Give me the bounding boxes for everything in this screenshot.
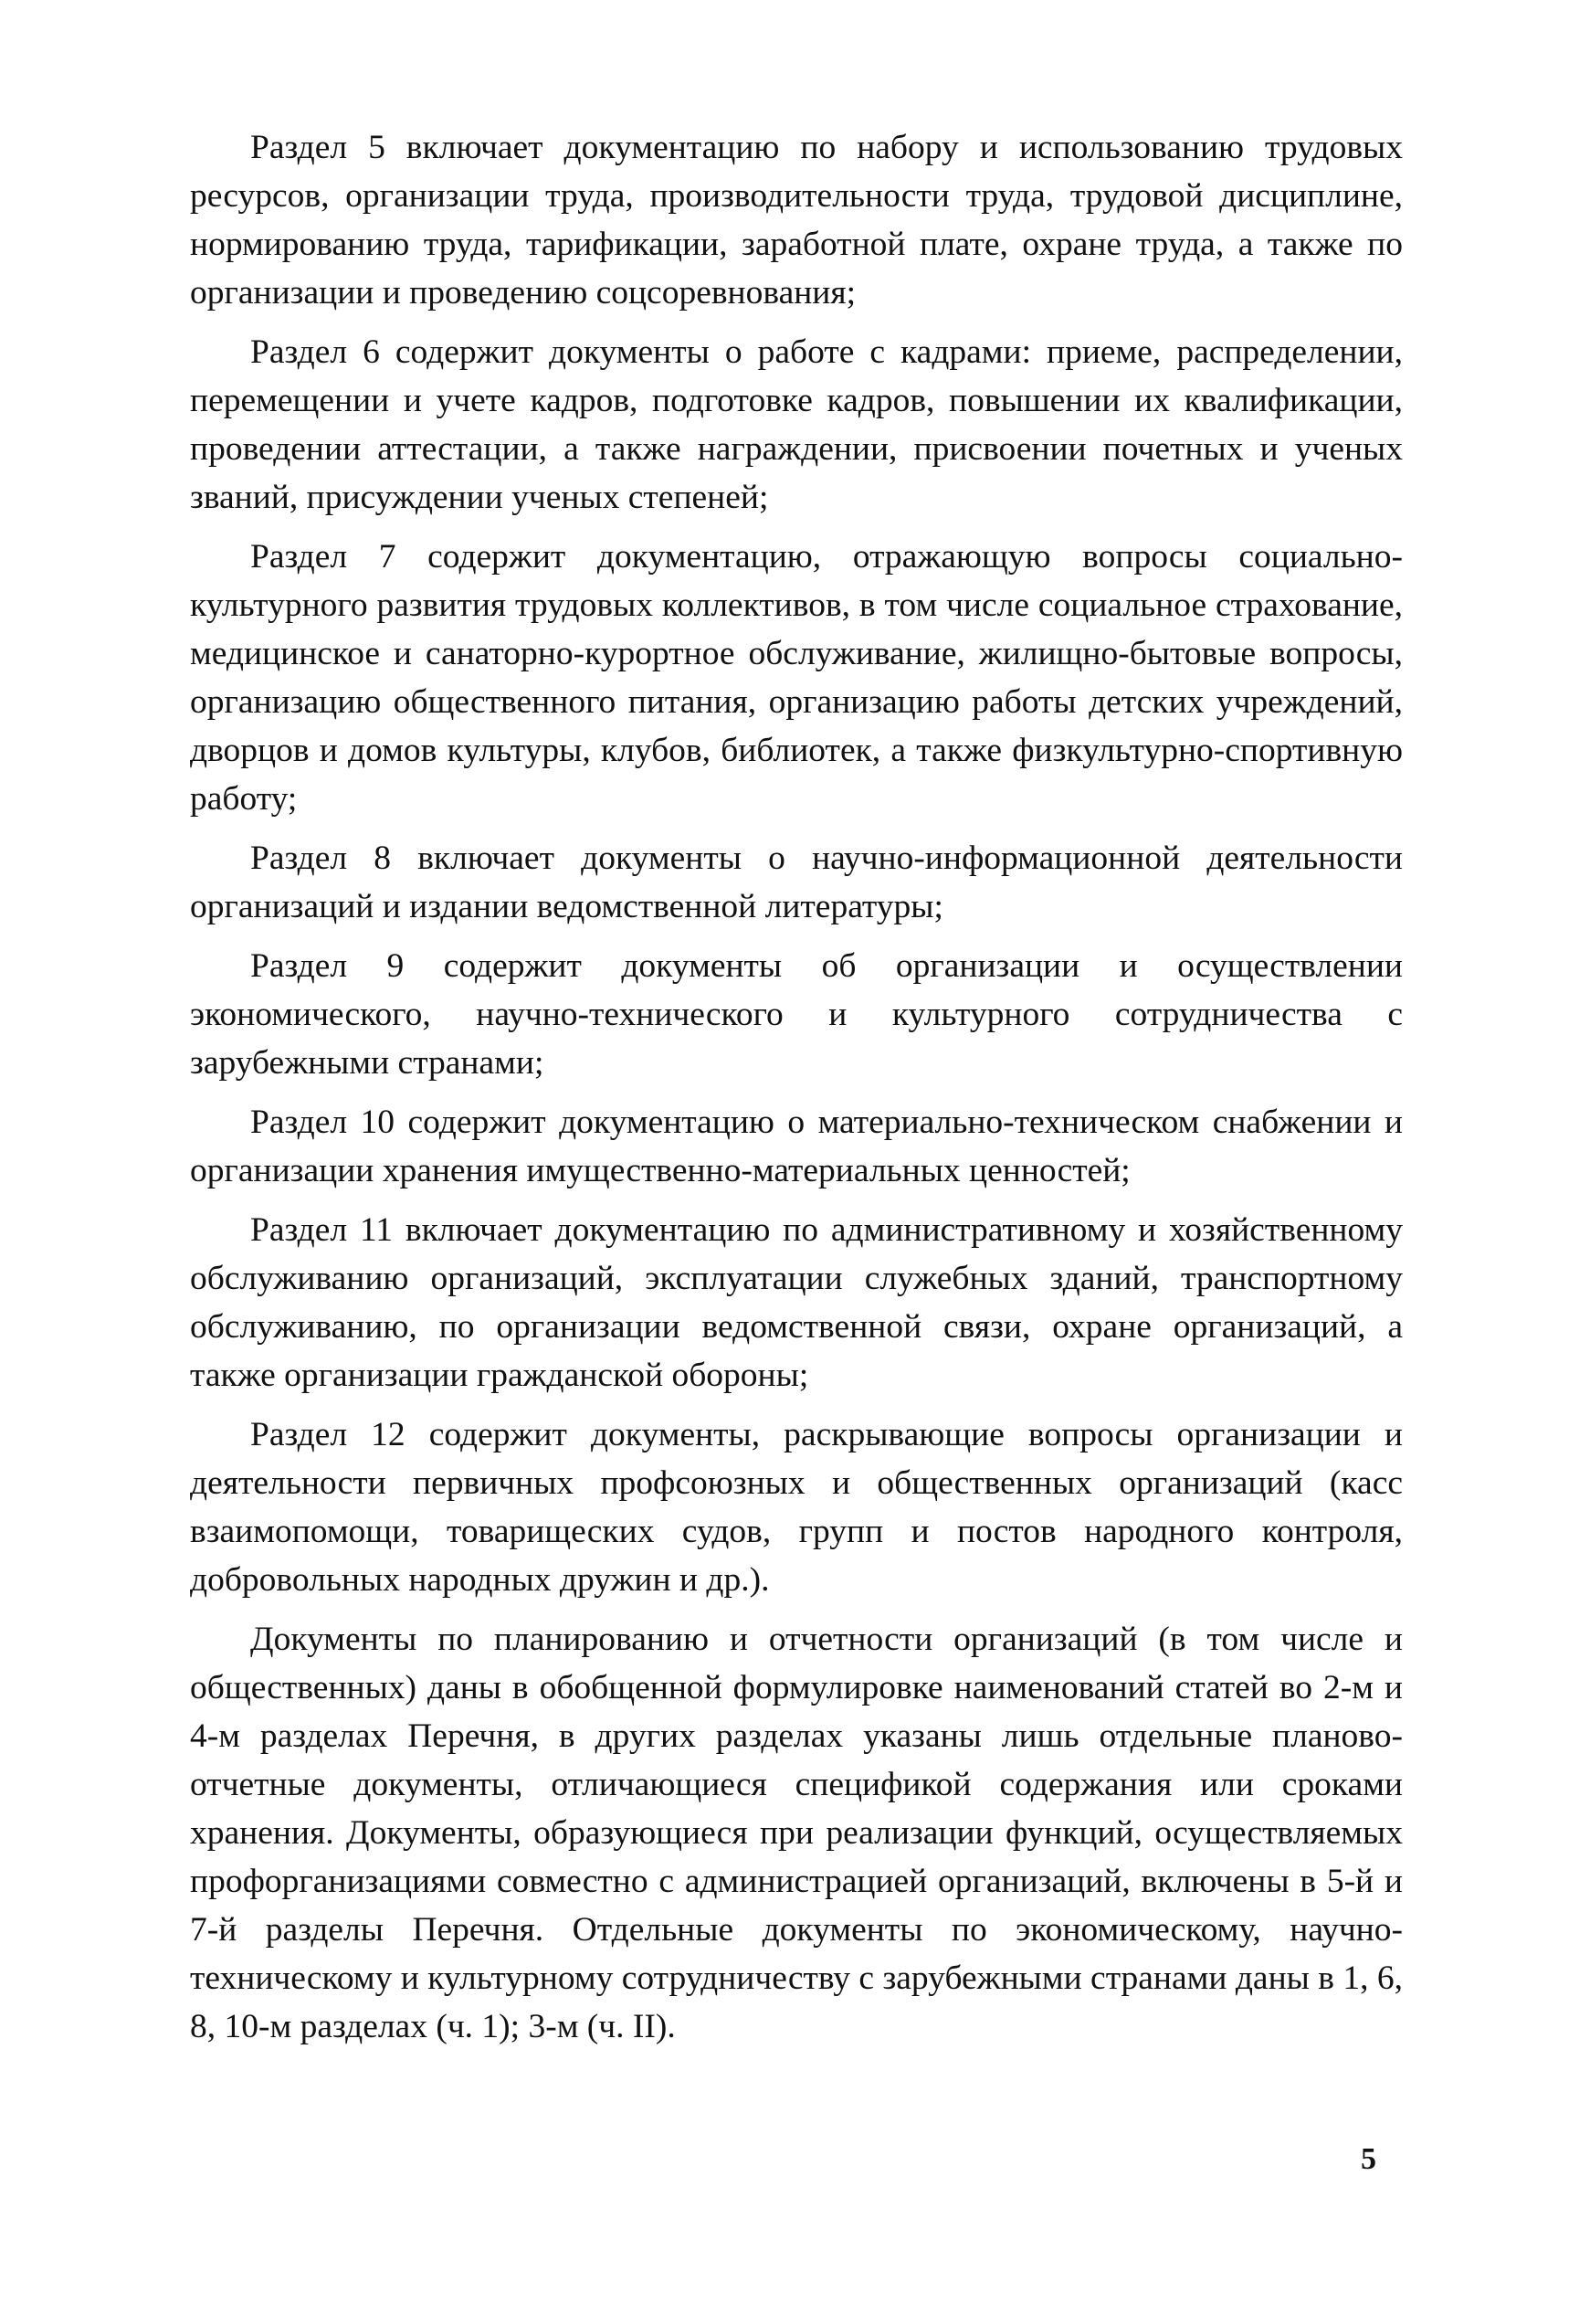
- paragraph-section-11: Раздел 11 включает документацию по административному и хозяйственному обслуживанию организаций, эксплуатации служебных зданий, транспортному обслуживанию, по организации ведомственной связи, охране организаций, а также организации гражданской обороны;: [190, 1211, 1403, 1394]
- paragraph-section-12: Раздел 12 содержит документы, раскрывающие вопросы организации и деятельности первичных профсоюзных и общественных организаций (касс взаимопомощи, товарищеских судов, групп и постов народного контроля, добровольных народных дружин и др.).: [190, 1416, 1403, 1599]
- paragraph-planning-reporting: Документы по планированию и отчетности организаций (в том числе и общественных) даны в обобщенной формулировке наименований статей во 2-м и 4-м разделах Перечня, в других разделах указаны лишь отдельные планово-отчетные документы, отличающиеся спецификой содержания или сроками хранения. Документы, образующиеся при реализации функций, осуществляемых профорганизациями совместно с администрацией организаций, включены в 5-й и 7-й разделы Перечня. Отдельные документы по экономическому, научно-техническому и культурному сотрудничеству с зарубежными странами даны в 1, 6, 8, 10-м разделах (ч. 1); 3-м (ч. II).: [190, 1621, 1403, 2045]
- paragraph-section-5: Раздел 5 включает документацию по набору и использованию трудовых ресурсов, организации труда, производительности труда, трудовой дисциплине, нормированию труда, тарификации, заработной плате, охране труда, а также по организации и проведению соцсоревнования;: [190, 129, 1403, 312]
- paragraph-section-9: Раздел 9 содержит документы об организации и осуществлении экономического, научно-технического и культурного сотрудничества с зарубежными странами;: [190, 947, 1403, 1082]
- paragraph-section-6: Раздел 6 содержит документы о работе с кадрами: приеме, распределении, перемещении и учете кадров, подготовке кадров, повышении их квалификации, проведении аттестации, а также награждении, присвоении почетных и ученых званий, присуждении ученых степеней;: [190, 333, 1403, 516]
- paragraph-section-8: Раздел 8 включает документы о научно-информационной деятельности организаций и издании ведомственной литературы;: [190, 840, 1403, 925]
- page-number: 5: [1361, 2142, 1376, 2176]
- paragraph-section-10: Раздел 10 содержит документацию о материально-техническом снабжении и организации хранения имущественно-материальных ценностей;: [190, 1104, 1403, 1189]
- body-text: [190, 123, 1403, 2062]
- paragraph-section-7: Раздел 7 содержит документацию, отражающую вопросы социально-культурного развития трудовых коллективов, в том числе социальное страхование, медицинское и санаторно-курортное обслуживание, жилищно-бытовые вопросы, организацию общественного питания, организацию работы детских учреждений, дворцов и домов культуры, клубов, библиотек, а также физкультурно-спортивную работу;: [190, 538, 1403, 818]
